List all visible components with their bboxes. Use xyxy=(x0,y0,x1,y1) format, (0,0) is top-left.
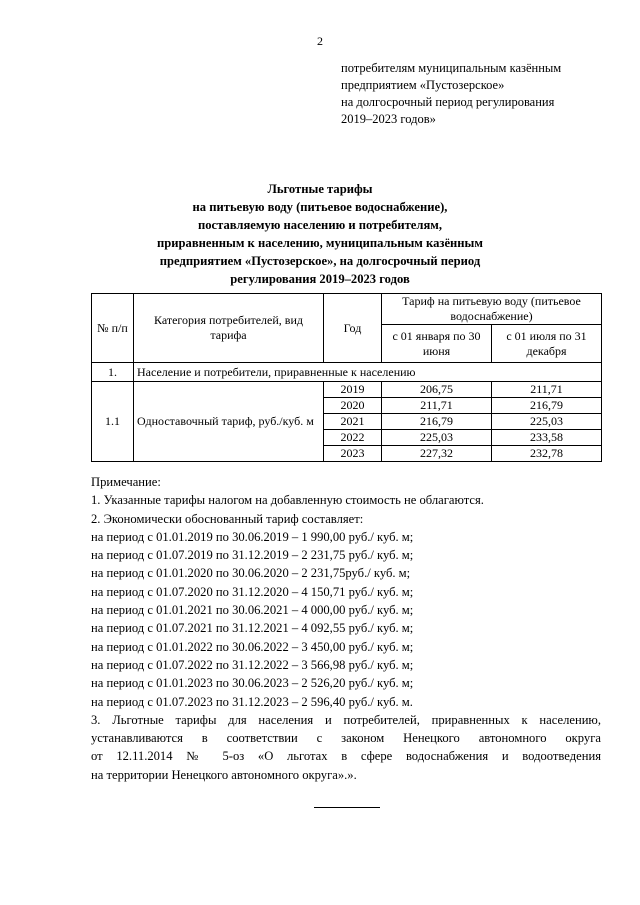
header-period-first-half: с 01 января по 30 июня xyxy=(382,325,492,363)
row-year: 2022 xyxy=(324,430,382,446)
row-year: 2023 xyxy=(324,446,382,462)
row-value-first-half: 225,03 xyxy=(382,430,492,446)
tariff-period-line: на период с 01.07.2021 по 31.12.2021 – 4 092,55 руб./ куб. м; xyxy=(91,621,414,636)
row-value-second-half: 211,71 xyxy=(492,382,602,398)
row-value-first-half: 216,79 xyxy=(382,414,492,430)
section-number: 1. xyxy=(92,363,134,382)
addressee-line: предприятием «Пустозерское» xyxy=(341,78,505,92)
row-year: 2019 xyxy=(324,382,382,398)
closing-separator-line xyxy=(314,807,380,808)
tariff-period-line: на период с 01.01.2020 по 30.06.2020 – 2 231,75руб./ куб. м; xyxy=(91,566,411,581)
document-title xyxy=(0,180,640,288)
note-item-3-line: 3. Льготные тарифы для населения и потребителей, приравненных к населению, xyxy=(91,712,601,727)
addressee-line: потребителям муниципальным казённым xyxy=(341,61,562,75)
header-period-second-half: с 01 июля по 31 декабря xyxy=(492,325,602,363)
note-item-3-line: устанавливаются в соответствии с законом Ненецкого автономного округа xyxy=(91,731,601,746)
item-label: Одноставочный тариф, руб./куб. м xyxy=(134,382,324,462)
addressee-block xyxy=(341,60,561,128)
notes-block xyxy=(91,473,601,784)
row-value-second-half: 232,78 xyxy=(492,446,602,462)
title-line: регулирования 2019–2023 годов xyxy=(230,272,410,286)
header-year: Год xyxy=(324,294,382,363)
title-line: на питьевую воду (питьевое водоснабжение), xyxy=(192,200,448,214)
addressee-line: 2019–2023 годов» xyxy=(341,112,436,126)
tariff-period-line: на период с 01.07.2019 по 31.12.2019 – 2 231,75 руб./ куб. м; xyxy=(91,548,414,563)
note-item-2: 2. Экономически обоснованный тариф составляет: xyxy=(91,511,364,526)
tariff-period-line: на период с 01.01.2023 по 30.06.2023 – 2 526,20 руб./ куб. м; xyxy=(91,676,414,691)
tariff-period-line: на период с 01.01.2022 по 30.06.2022 – 3 450,00 руб./ куб. м; xyxy=(91,639,414,654)
tariff-table xyxy=(91,293,602,462)
notes-heading: Примечание: xyxy=(91,475,161,489)
tariff-period-line: на период с 01.01.2021 по 30.06.2021 – 4 000,00 руб./ куб. м; xyxy=(91,603,414,618)
section-label: Население и потребители, приравненные к населению xyxy=(134,363,602,382)
header-category: Категория потребителей, вид тарифа xyxy=(134,294,324,363)
row-value-second-half: 225,03 xyxy=(492,414,602,430)
row-value-second-half: 233,58 xyxy=(492,430,602,446)
header-tariff: Тариф на питьевую воду (питьевое водоснабжение) xyxy=(382,294,602,325)
row-value-first-half: 227,32 xyxy=(382,446,492,462)
tariff-period-line: на период с 01.07.2020 по 31.12.2020 – 4 150,71 руб./ куб. м; xyxy=(91,584,414,599)
title-line: предприятием «Пустозерское», на долгосрочный период xyxy=(159,254,481,268)
addressee-line: на долгосрочный период регулирования xyxy=(341,95,555,109)
title-line: приравненным к населению, муниципальным казённым xyxy=(157,236,483,250)
row-value-second-half: 216,79 xyxy=(492,398,602,414)
note-item-3-line: от 12.11.2014 № 5-оз «О льготах в сфере водоснабжения и водоотведения xyxy=(91,749,601,764)
row-year: 2020 xyxy=(324,398,382,414)
row-value-first-half: 206,75 xyxy=(382,382,492,398)
tariff-period-line: на период с 01.01.2019 по 30.06.2019 – 1 990,00 руб./ куб. м; xyxy=(91,529,414,544)
item-number: 1.1 xyxy=(92,382,134,462)
header-number: № п/п xyxy=(92,294,134,363)
page-number: 2 xyxy=(317,34,323,48)
note-item-3-last-line: на территории Ненецкого автономного округа».». xyxy=(91,767,357,782)
note-item-1: 1. Указанные тарифы налогом на добавленную стоимость не облагаются. xyxy=(91,493,484,508)
title-line: поставляемую населению и потребителям, xyxy=(197,218,443,232)
row-year: 2021 xyxy=(324,414,382,430)
title-line: Льготные тарифы xyxy=(267,182,373,196)
tariff-period-line: на период с 01.07.2023 по 31.12.2023 – 2 596,40 руб./ куб. м. xyxy=(91,694,413,709)
row-value-first-half: 211,71 xyxy=(382,398,492,414)
tariff-period-line: на период с 01.07.2022 по 31.12.2022 – 3 566,98 руб./ куб. м; xyxy=(91,657,414,672)
